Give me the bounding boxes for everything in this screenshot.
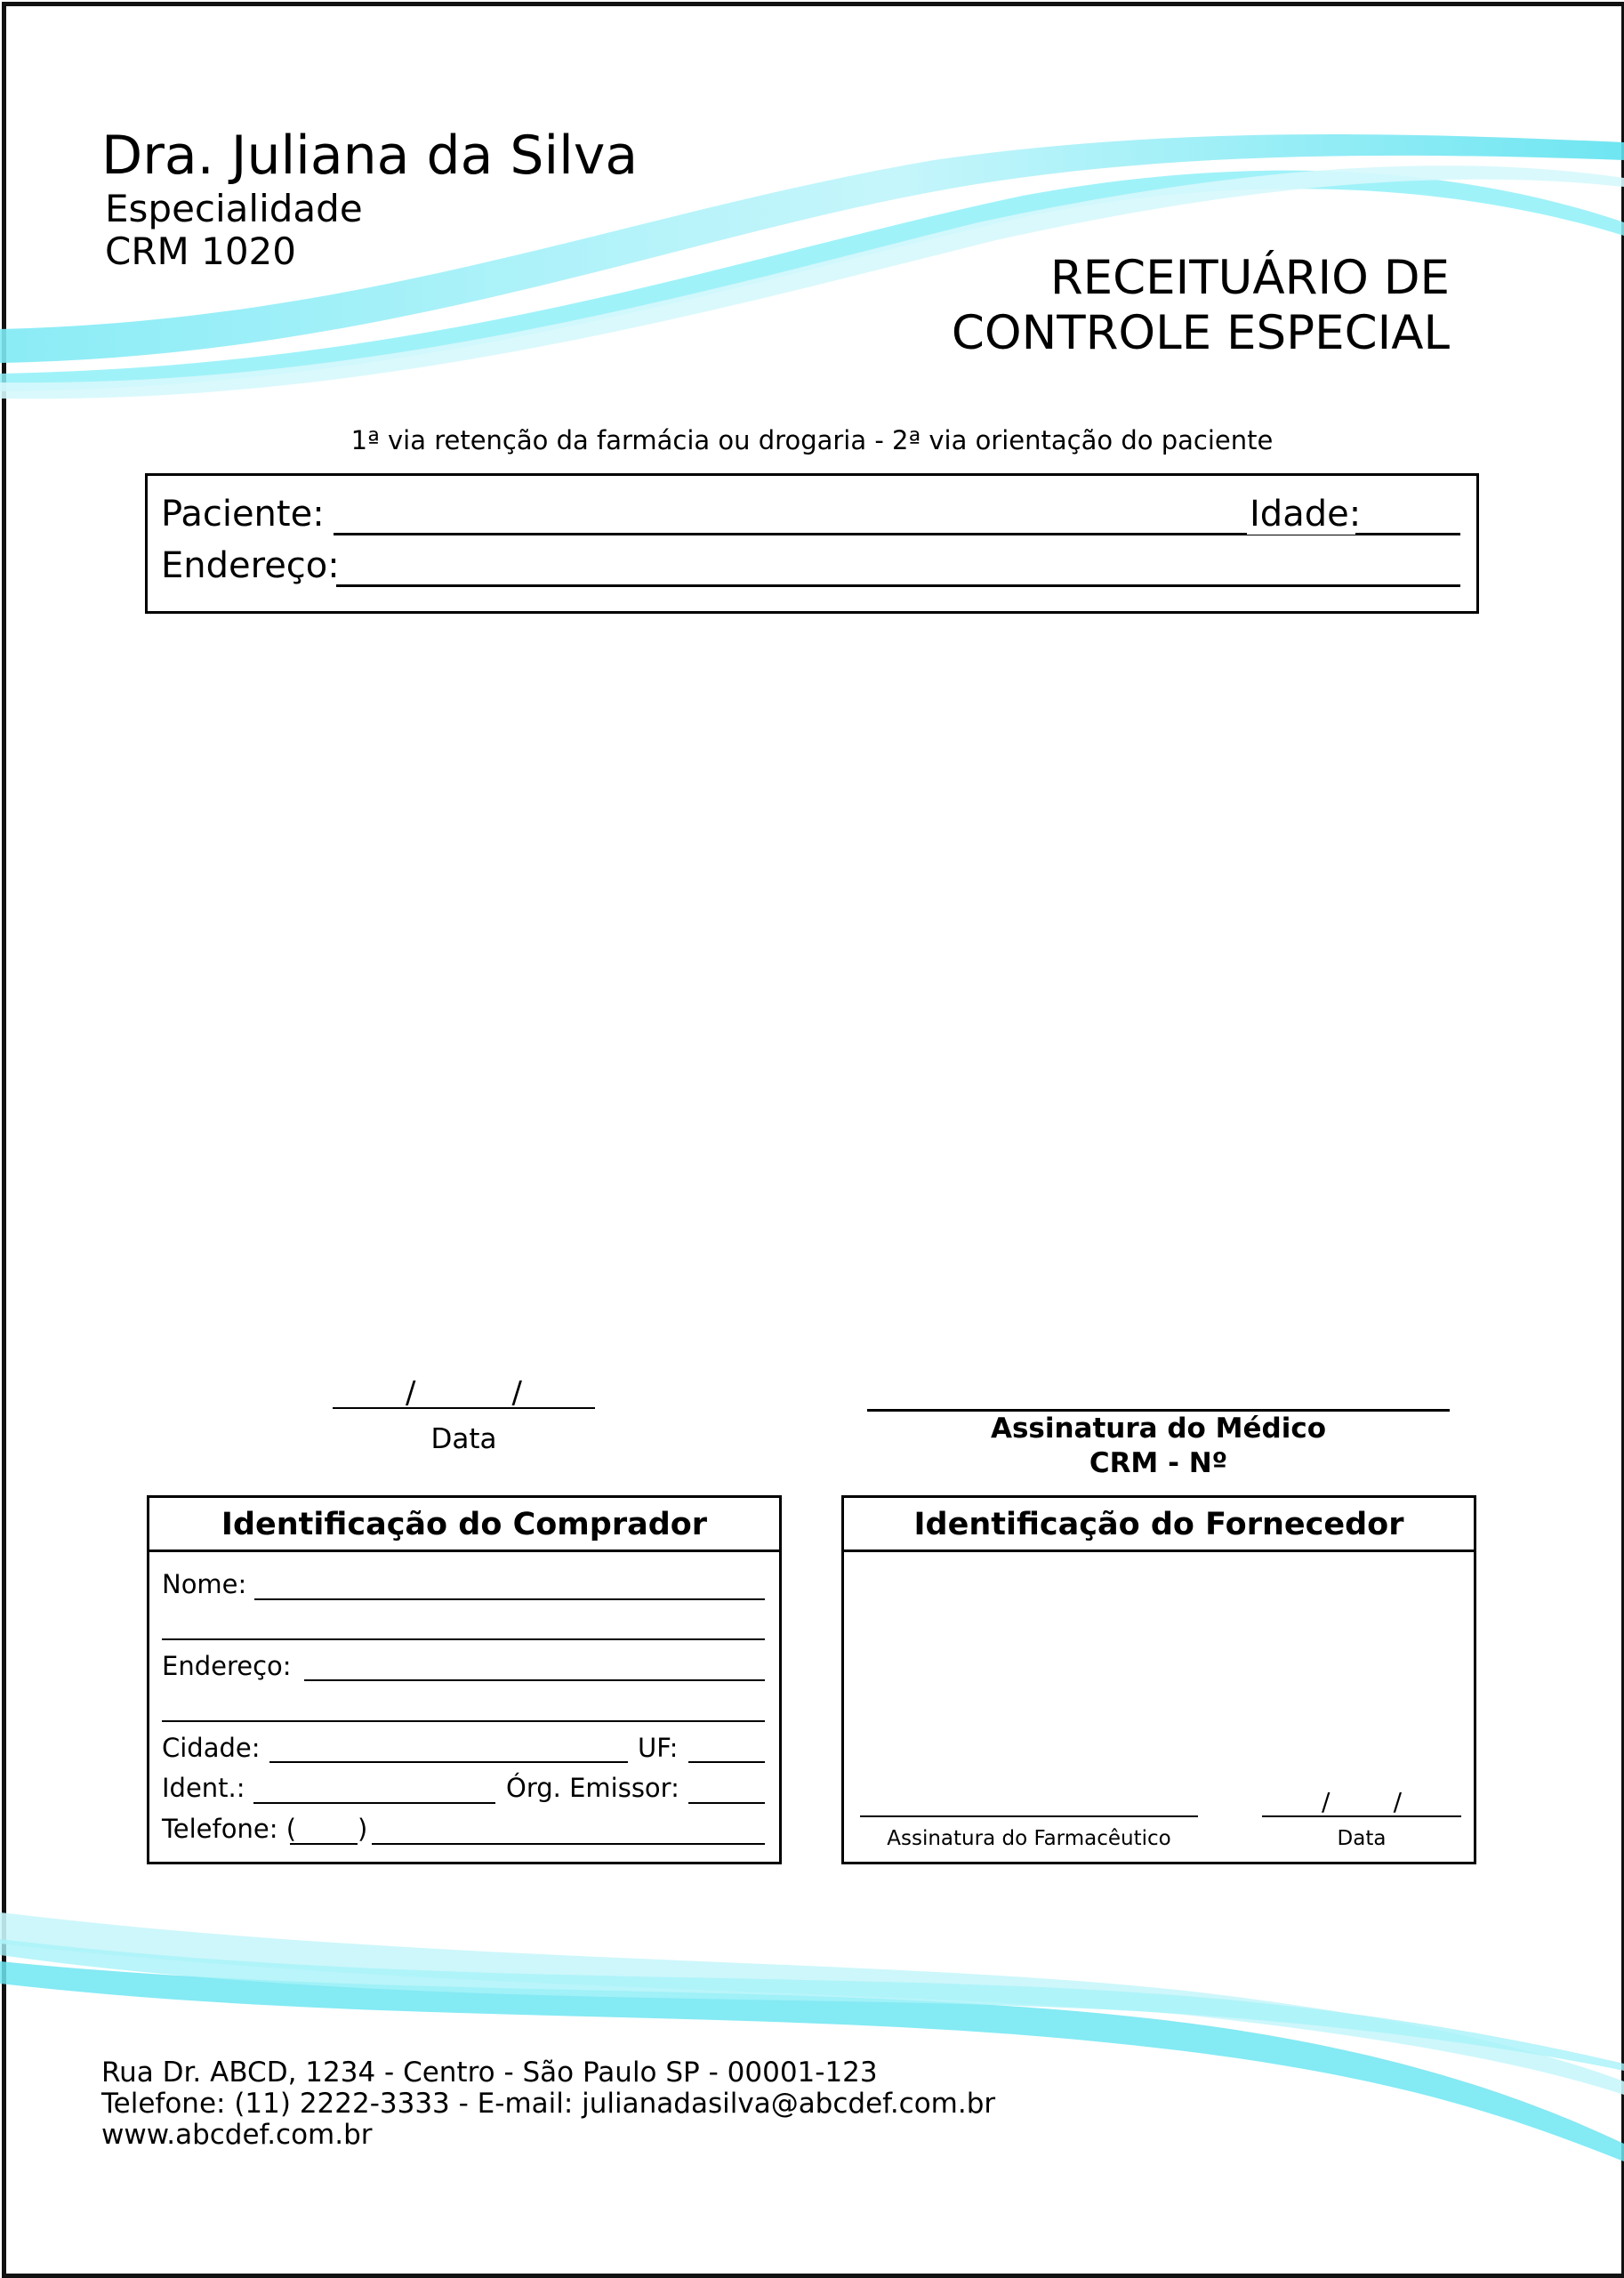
doctor-specialty: Especialidade <box>105 187 363 230</box>
buyer-title-divider <box>149 1550 779 1552</box>
address-line[interactable] <box>336 584 1460 587</box>
age-line[interactable] <box>1355 533 1460 535</box>
buyer-phone-label: Telefone: ( <box>162 1814 297 1844</box>
pharmacist-signature-line[interactable] <box>860 1815 1198 1817</box>
buyer-address-line[interactable] <box>304 1679 765 1681</box>
buyer-address-label: Endereço: <box>162 1651 292 1681</box>
buyer-phone-area-line[interactable] <box>290 1843 358 1845</box>
buyer-ident-label: Ident.: <box>162 1773 245 1803</box>
document-title-line2: CONTROLE ESPECIAL <box>951 306 1450 360</box>
prescription-date-slashes: / / <box>406 1375 522 1411</box>
address-label: Endereço: <box>161 545 340 586</box>
pharmacist-signature-label: Assinatura do Farmacêutico <box>887 1827 1171 1850</box>
buyer-name-line-2[interactable] <box>162 1638 765 1640</box>
doctor-crm: CRM 1020 <box>105 229 296 273</box>
buyer-box-title: Identificação do Comprador <box>221 1507 708 1542</box>
patient-label: Paciente: <box>161 494 325 535</box>
buyer-issuer-line[interactable] <box>688 1802 765 1804</box>
supplier-box <box>841 1495 1476 1864</box>
supplier-box-title: Identificação do Fornecedor <box>913 1507 1404 1542</box>
footer-address: Rua Dr. ABCD, 1234 - Centro - São Paulo SP - 00001-123 <box>101 2057 878 2089</box>
buyer-ident-line[interactable] <box>253 1802 495 1804</box>
buyer-phone-line[interactable] <box>372 1843 765 1845</box>
buyer-uf-line[interactable] <box>688 1761 765 1763</box>
buyer-city-label: Cidade: <box>162 1733 261 1763</box>
buyer-city-line[interactable] <box>269 1761 628 1763</box>
copy-instructions: 1ª via retenção da farmácia ou drogaria - 2ª via orientação do paciente <box>350 425 1274 455</box>
buyer-address-line-2[interactable] <box>162 1720 765 1722</box>
buyer-name-line[interactable] <box>254 1598 765 1600</box>
buyer-phone-paren: ) <box>358 1814 368 1844</box>
doctor-crm-label: CRM - Nº <box>1089 1447 1228 1479</box>
buyer-name-label: Nome: <box>162 1569 247 1599</box>
patient-name-line[interactable] <box>334 533 1383 535</box>
supply-date-label: Data <box>1337 1827 1387 1850</box>
buyer-issuer-label: Órg. Emissor: <box>506 1773 679 1803</box>
footer-website[interactable]: www.abcdef.com.br <box>101 2119 373 2151</box>
age-label: Idade: <box>1247 494 1363 535</box>
buyer-box <box>147 1495 782 1864</box>
supplier-title-divider <box>844 1550 1474 1552</box>
doctor-name: Dra. Juliana da Silva <box>101 125 639 187</box>
footer-contact: Telefone: (11) 2222-3333 - E-mail: julianadasilva@abcdef.com.br <box>101 2088 996 2120</box>
patient-box <box>145 473 1479 614</box>
supply-date-slashes: / / <box>1321 1787 1403 1816</box>
prescription-date-label: Data <box>430 1423 497 1455</box>
buyer-uf-label: UF: <box>638 1733 679 1763</box>
doctor-signature-line[interactable] <box>867 1409 1450 1412</box>
document-title-line1: RECEITUÁRIO DE <box>1049 251 1450 305</box>
doctor-signature-label: Assinatura do Médico <box>990 1413 1327 1445</box>
